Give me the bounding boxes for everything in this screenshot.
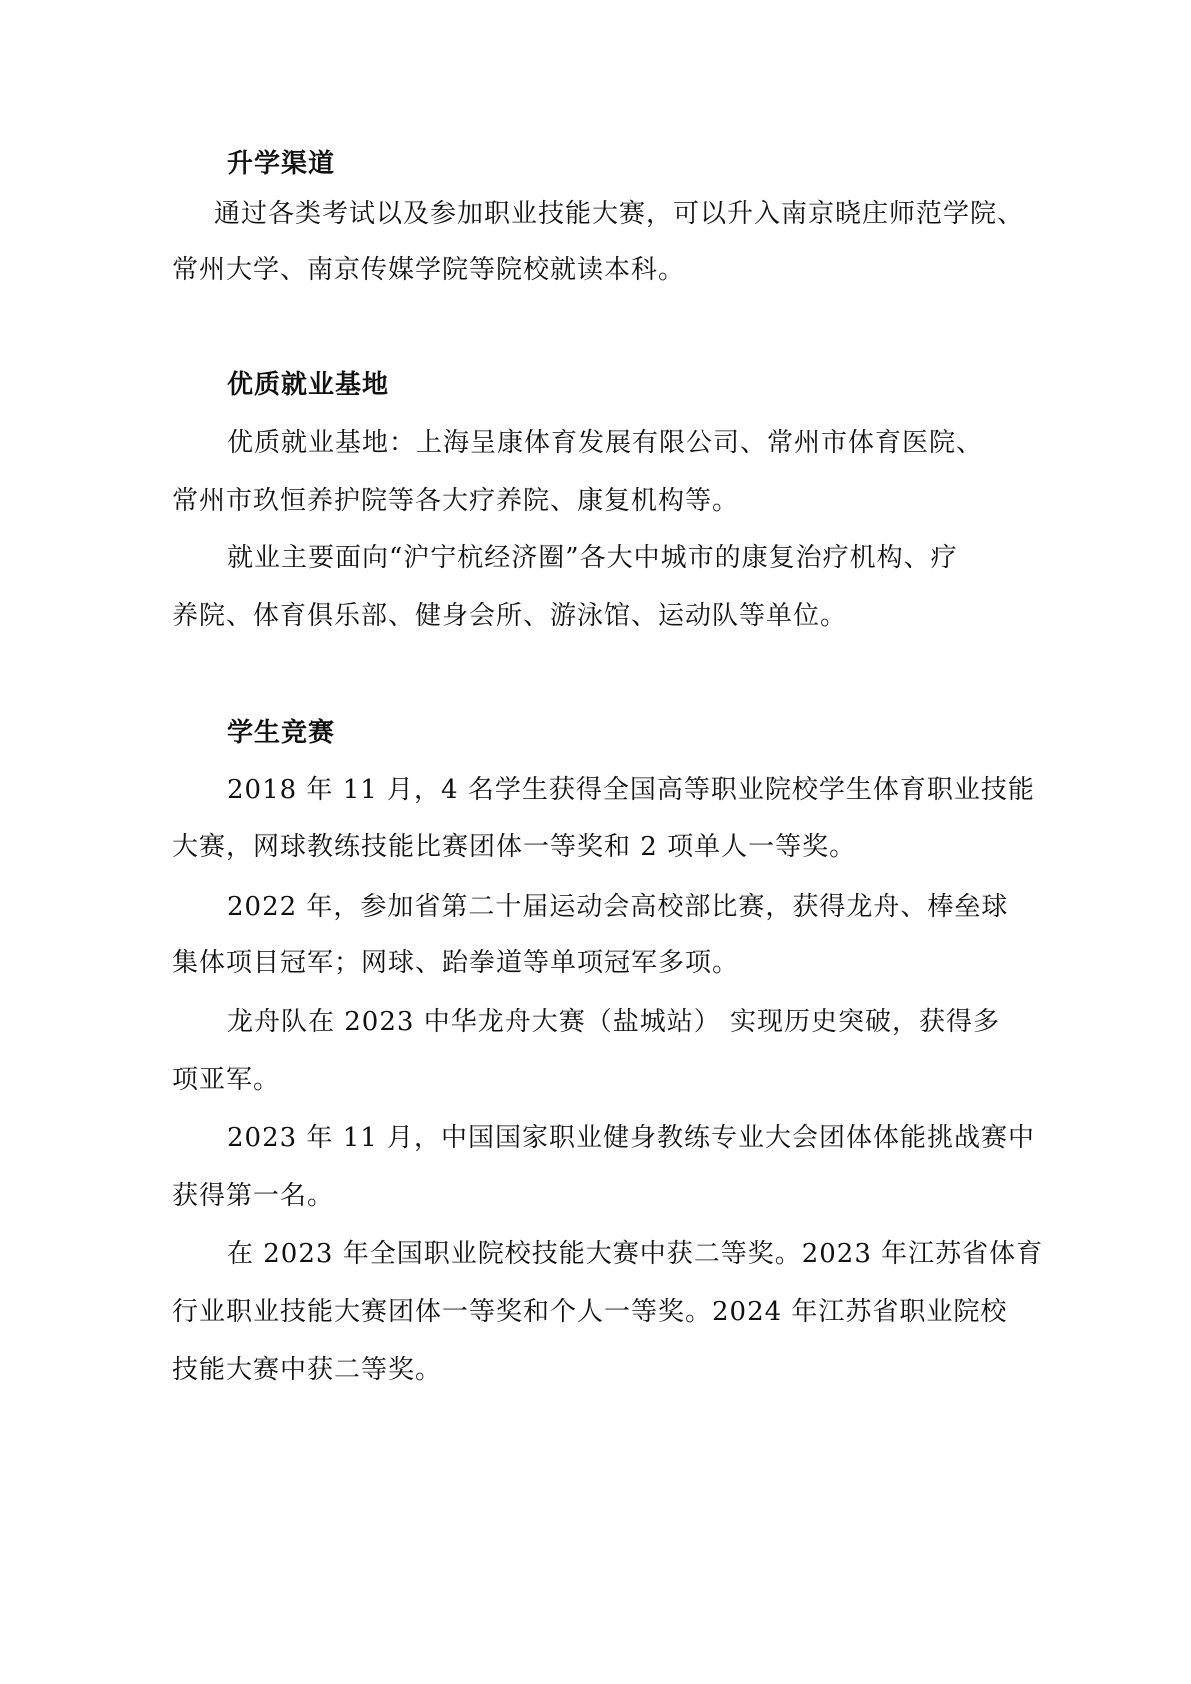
paragraph-line: 2018 年 11 月，4 名学生获得全国高等职业院校学生体育职业技能 xyxy=(227,775,1035,805)
paragraph-line: 行业职业技能大赛团体一等奖和个人一等奖。2024 年江苏省职业院校 xyxy=(172,1297,1008,1327)
paragraph-line: 获得第一名。 xyxy=(172,1181,335,1211)
paragraph-line: 龙舟队在 2023 中华龙舟大赛（盐城站） 实现历史突破，获得多 xyxy=(227,1007,1000,1037)
paragraph-line: 技能大赛中获二等奖。 xyxy=(172,1355,443,1385)
paragraph-line: 养院、体育俱乐部、健身会所、游泳馆、运动队等单位。 xyxy=(172,601,848,631)
paragraph-line: 项亚军。 xyxy=(172,1065,281,1095)
paragraph-line: 集体项目冠军；网球、跆拳道等单项冠军多项。 xyxy=(172,948,740,978)
paragraph-line: 在 2023 年全国职业院校技能大赛中获二等奖。2023 年江苏省体育 xyxy=(227,1239,1044,1269)
paragraph-line: 通过各类考试以及参加职业技能大赛，可以升入南京晓庄师范学院、 xyxy=(214,199,1025,229)
paragraph-line: 大赛，网球教练技能比赛团体一等奖和 2 项单人一等奖。 xyxy=(172,832,857,862)
paragraph-line: 优质就业基地：上海呈康体育发展有限公司、常州市体育医院、 xyxy=(227,428,984,458)
section-heading-employment-base: 优质就业基地 xyxy=(227,370,390,400)
paragraph-line: 常州市玖恒养护院等各大疗养院、康复机构等。 xyxy=(172,486,740,516)
paragraph-line: 常州大学、南京传媒学院等院校就读本科。 xyxy=(172,255,686,285)
section-heading-further-study: 升学渠道 xyxy=(227,149,336,179)
paragraph-line: 2023 年 11 月，中国国家职业健身教练专业大会团体体能挑战赛中 xyxy=(227,1123,1036,1153)
paragraph-line: 2022 年，参加省第二十届运动会高校部比赛，获得龙舟、棒垒球 xyxy=(227,892,1009,922)
section-heading-student-competitions: 学生竞赛 xyxy=(227,718,336,748)
paragraph-line: 就业主要面向“沪宁杭经济圈”各大中城市的康复治疗机构、疗 xyxy=(227,543,958,573)
